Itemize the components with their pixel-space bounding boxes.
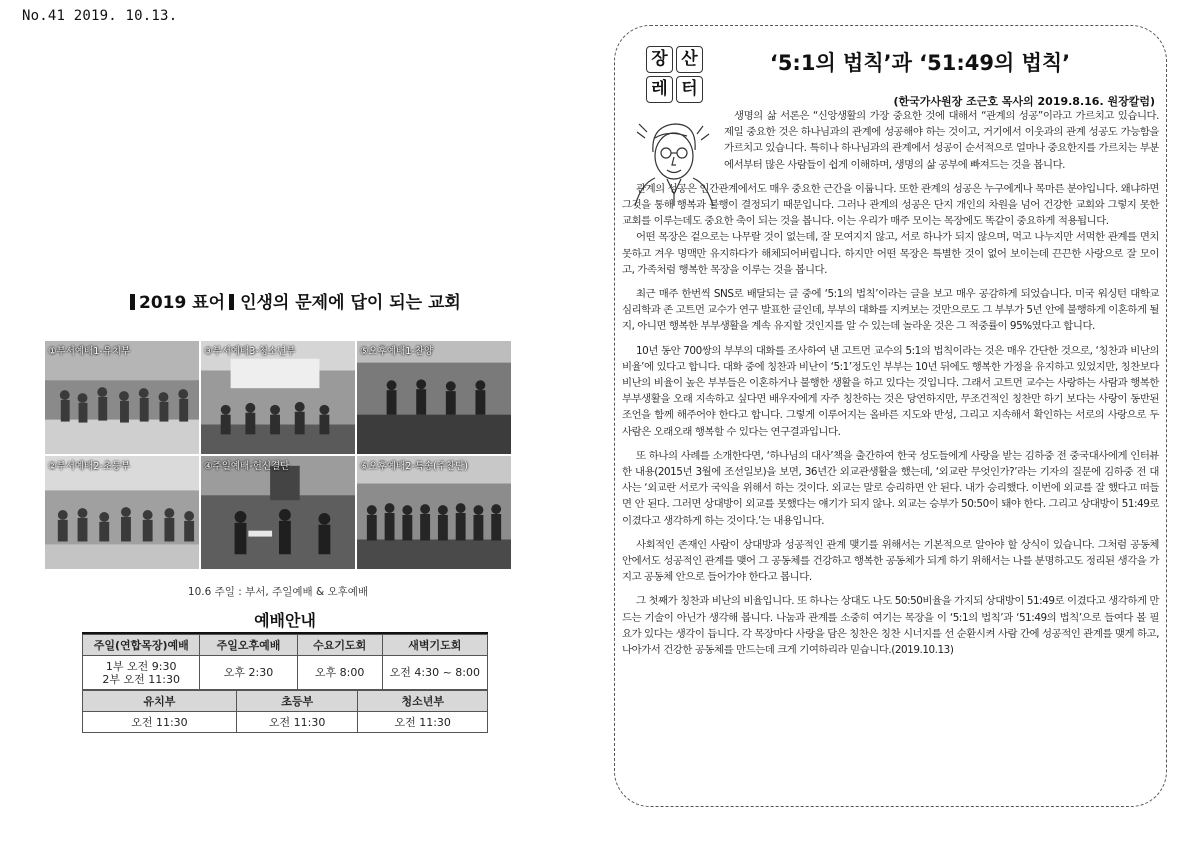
table-cell: 오전 4:30 ~ 8:00: [382, 656, 487, 690]
photo-caption: ⑤오후예배1-찬양: [360, 346, 434, 357]
table-row: [83, 691, 488, 712]
header-cell: 초등부: [236, 691, 358, 712]
worship-title: 예배안내: [82, 608, 488, 634]
worship-schedule: [82, 608, 488, 733]
photo-image: [357, 456, 511, 569]
stamp-char: 산: [676, 46, 703, 73]
photo-note: 10.6 주일 : 부서, 주일예배 & 오후예배: [187, 586, 369, 598]
photo-grid: [44, 340, 512, 570]
header-cell: 새벽기도회: [382, 635, 487, 656]
motto-bar-icon: [229, 294, 234, 310]
header-cell: 주일(연합목장)예배: [83, 635, 200, 656]
stamp-char: 레: [646, 76, 673, 103]
letter-body: [622, 108, 1159, 666]
header-cell: 청소년부: [358, 691, 488, 712]
letter-paragraph: 또 하나의 사례를 소개한다면, ‘하나님의 대사’책을 출간하여 한국 성도들에게 사랑을 받는 김하중 전 중국대사에게 인터뷰한 내용(2015년 3월에 조선일보)을 보면, 36년간 외교관생활을 했는데, ‘외교란 무엇인가?’라는 기자의 질문에 김하중 전 대사는 ‘외교란 서로가 국익을 위해서 하는 것이다. 외교는 말로 승리하면 안 된다. 내가 승리했다. 이번에 외교를 잘 했다고 떠들면 안 된다. 그러면 상대방이 외교를 못했다는 얘기가 되지 않나. 외교는 승부가 50:50이 돼야 한다. 그리고 상대방이 51:49로 이겼다고 생각하게 하는 것이다.’는 내용입니다.: [622, 449, 1159, 527]
photo-caption: ④주일예배-헌신결단: [204, 461, 290, 472]
photo-image: [201, 341, 355, 454]
motto-text: 인생의 문제에 답이 되는 교회: [240, 293, 461, 313]
header-cell: 유치부: [83, 691, 237, 712]
photo-image: [357, 341, 511, 454]
worship-table: [82, 634, 488, 690]
table-cell: 오전 11:30: [83, 712, 237, 733]
letter-paragraph: 10년 동안 700쌍의 부부의 대화를 조사하여 낸 고트먼 교수의 5:1의 법칙이라는 것은 매우 간단한 것으로, ‘칭찬과 비난의 비율’에 있다고 합니다. 대화 중에 칭찬과 비난이 ‘5:1’정도인 부부는 10년 뒤에도 행복한 가정을 유지하고 있었지만, 칭찬보다 비난의 비율이 높은 부부들은 이혼하거나 불행한 생활을 하고 있다는 것입니다. 그래서 고트먼 교수는 사랑하는 사람과 행복한 부부생활을 오래 지속하고 싶다면 배우자에게 자주 칭찬하는 것은 당연하지만, 무조건적인 칭찬만 하기 보다는 사랑이 동반된 조언을 함께 해주어야 한다고 합니다. 그렇게 이루어지는 올바른 지도와 반성, 그리고 지속해서 확인하는 서로의 사랑으로 두 사람은 오래오래 행복할 수 있다는 연구결과입니다.: [622, 344, 1159, 438]
photo-caption: ①부서예배1-유치부: [48, 346, 131, 357]
photo-special-song: [356, 455, 512, 570]
header-cell: 수요기도회: [297, 635, 382, 656]
table-row: [83, 712, 488, 733]
letter-paragraph: 그 첫째가 칭찬과 비난의 비율입니다. 또 하나는 상대도 나도 50:50비율을 가지되 상대방이 51:49로 이겼다고 생각하게 만드는 기술이 아닌가 생각해 봅니다. 나눔과 관계를 소중히 여기는 목장을 이 ‘5:1의 법칙’과 ‘51:49의 법칙’으로 들여다 볼 필요가 있다는 생각이 듭니다. 각 목장마다 사랑을 담은 칭찬은 칭찬 시너지를 선 순환시켜 사람 간에 성공적인 관계를 맺게 하고, 나아가서 건강한 공동체를 만드는데 크게 기여하리라 믿습니다.(2019.10.13): [622, 595, 1159, 657]
header-cell: 주일오후예배: [200, 635, 297, 656]
photo-caption: ③부서예배3-청소년부: [204, 346, 296, 357]
table-cell: 오후 8:00: [297, 656, 382, 690]
photo-kindergarten: [44, 340, 200, 455]
letter-paragraph: 생명의 삶 서론은 “신앙생활의 가장 중요한 것에 대해서 “관계의 성공”이라고 가르치고 있습니다. 제일 중요한 것은 하나님과의 관계에 성공해야 하는 것이고, 거기에서 이웃과의 관계 성공도 가능함을 가르치고 있습니다. 특히나 하나님과의 관계에서 성공이 순서적으로 얼마나 중요한지를 가르치는 부분에서부터 많은 사람들이 쉽게 이해하며, 생명의 삶 공부에 빠져드는 것을 봅니다.: [724, 110, 1159, 171]
motto-label: 2019 표어: [139, 293, 226, 313]
stamp-char: 장: [646, 46, 673, 73]
issue-number: No.41 2019. 10.13.: [22, 8, 178, 24]
motto-bar-icon: [130, 294, 135, 310]
photo-image: [201, 456, 355, 569]
photo-elementary: [44, 455, 200, 570]
department-table: [82, 690, 488, 733]
letter-paragraph: 관계의 성공은 인간관계에서도 매우 중요한 근간을 이룹니다. 또한 관계의 성공은 누구에게나 목마른 분야입니다. 왜냐하면 그것을 통해 행복과 불행이 결정되기 때문입니다. 그러나 관계의 성공은 단지 개인의 차원을 넘어 건강한 교회와 그렇지 못한 교회를 이루는데도 중요한 축이 되는 것을 봅니다. 이는 우리가 매주 모이는 목장에도 똑같이 중요하게 적용됩니다.: [622, 182, 1159, 228]
letter-paragraph: 사회적인 존재인 사람이 상대방과 성공적인 관계 맺기를 위해서는 기본적으로 알아야 할 상식이 있습니다. 그처럼 공동체 안에서도 성공적인 관계를 맺어 그 공동체를 건강하고 행복한 공동체가 되게 하기 위해서는 나를 분명하고도 정리된 생각을 가지고 공동체 안으로 들어가야 한다고 봅니다.: [622, 538, 1159, 584]
church-motto: [130, 288, 470, 313]
service-time: 2부 오전 11:30: [102, 672, 180, 686]
photo-caption: ⑥오후예배2-특송(주찬단): [360, 461, 468, 472]
letter-paragraph: 어떤 목장은 겉으로는 나무랄 것이 없는데, 잘 모여지지 않고, 서로 하나가 되지 않으며, 먹고 나누지만 서먹한 관계를 면치 못하고 겨우 명맥만 유지하다가 해체되어버립니다. 하지만 어떤 목장은 특별한 것이 없어 보이는데 끈끈한 사랑으로 잘 모이고, 가족처럼 행복한 목장을 이루는 것을 봅니다.: [622, 231, 1159, 276]
photo-image: [45, 456, 199, 569]
photo-praise: [356, 340, 512, 455]
letter-byline: (한국가사원장 조근호 목사의 2019.8.16. 원장칼럼): [893, 95, 1155, 108]
table-row: [83, 635, 488, 656]
service-time: 1부 오전 9:30: [105, 659, 177, 673]
stamp-char: 터: [676, 76, 703, 103]
table-cell: [83, 656, 200, 690]
column-stamp: [646, 46, 704, 104]
table-cell: 오후 2:30: [200, 656, 297, 690]
table-cell: 오전 11:30: [358, 712, 488, 733]
photo-dedication: [200, 455, 356, 570]
photo-youth: [200, 340, 356, 455]
table-cell: 오전 11:30: [236, 712, 358, 733]
table-row: [83, 656, 488, 690]
photo-image: [45, 341, 199, 454]
letter-paragraph: 최근 매주 한번씩 SNS로 배달되는 글 중에 ‘5:1의 법칙’이라는 글을 보고 매우 공감하게 되었습니다. 미국 워싱턴 대학교 심리학과 존 고트먼 교수가 연구 발표한 글인데, 부부의 대화를 지켜보는 것만으로도 그 부부가 5년 안에 불행하게 이혼하게 될지, 아니면 행복한 부부생활을 계속 유지할 것인지를 알 수 있는데 놀라운 것은 그 적중률이 95%였다고 합니다.: [622, 288, 1159, 333]
photo-caption: ②부서예배2-초등부: [48, 461, 131, 472]
letter-title: ‘5:1의 법칙’과 ‘51:49의 법칙’: [769, 51, 1071, 75]
